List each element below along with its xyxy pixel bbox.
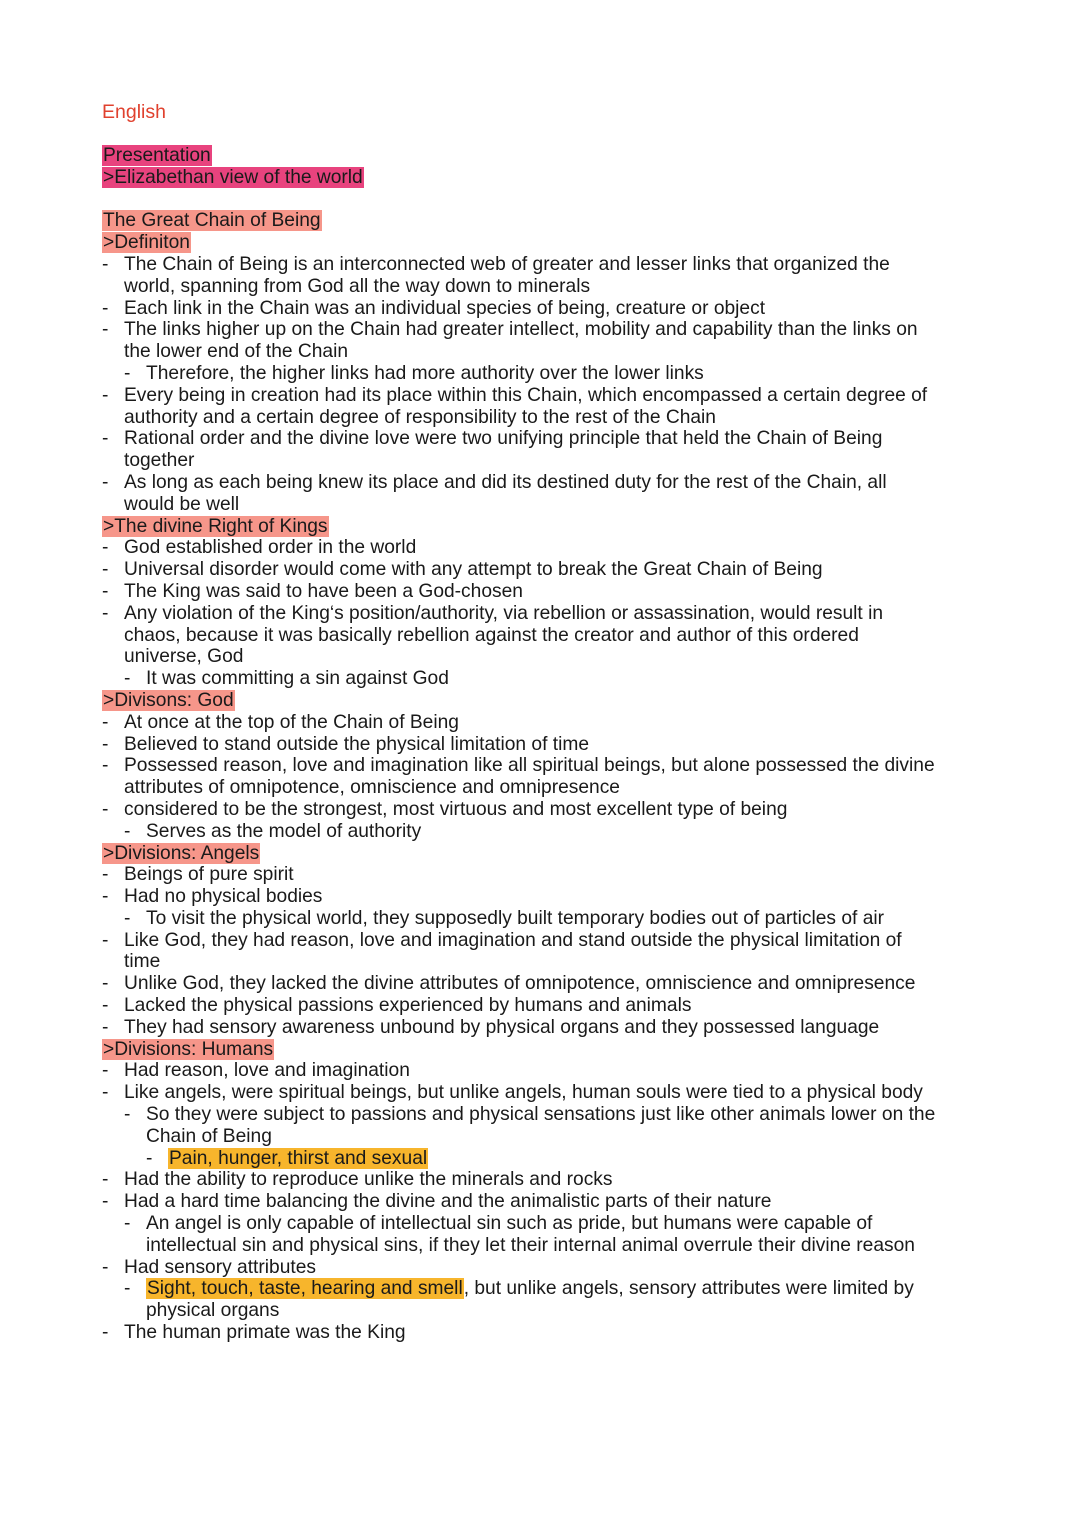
list-item: - The King was said to have been a God-chosen [102,580,523,602]
list-item: - Unlike God, they lacked the divine attributes of omnipotence, omniscience and omnipresence [102,973,916,995]
definition-heading-line [102,232,1002,254]
list-item: - Any violation of the King‘s position/authority, via rebellion or assassination, would result in chaos, because it was basically rebellion against the creator and author of this ordered universe, God [102,602,884,668]
list-item: - Had no physical bodies [102,886,323,908]
list-item: - At once at the top of the Chain of Being [102,711,459,733]
humans-heading: >Divisions: Humans [103,1038,274,1060]
angels-list [102,864,1002,1038]
list-subitem: - Serves as the model of authority [124,820,422,842]
list-subitem: - So they were subject to passions and physical sensations just like other animals lower on the Chain of Being [124,1104,936,1147]
list-item: - Lacked the physical passions experienced by humans and animals [102,995,692,1017]
list-item: - Had sensory attributes [102,1256,316,1278]
list-item: - Had reason, love and imagination [102,1060,410,1082]
angels-heading-line [102,843,1002,865]
presentation-subtitle-line [102,167,1002,189]
god-heading: >Divisons: God [103,689,234,711]
list-item: - Beings of pure spirit [102,864,294,886]
list-subitem: - Therefore, the higher links had more authority over the lower links [124,362,704,384]
presentation-subtitle: >Elizabethan view of the world [103,166,363,188]
god-list [102,712,1002,843]
angels-heading: >Divisions: Angels [103,842,260,864]
list-subsubitem: - Pain, hunger, thirst and sexual [146,1147,428,1169]
list-subitem: - It was committing a sin against God [124,668,449,690]
humans-list [102,1060,1002,1343]
list-item: - Each link in the Chain was an individual species of being, creature or object [102,297,766,319]
list-item: - considered to be the strongest, most virtuous and most excellent type of being [102,798,788,820]
section-title: The Great Chain of Being [103,210,321,232]
list-item: - Possessed reason, love and imagination like all spiritual beings, but alone possessed the divine attributes of omnipotence, omniscience and omnipresence [102,755,935,799]
presentation-label-line [102,145,1002,167]
humans-heading-line [102,1039,1002,1061]
passions-highlight: Pain, hunger, thirst and sexual [169,1147,428,1169]
list-item: - Like angels, were spiritual beings, but unlike angels, human souls were tied to a physical body [102,1082,923,1104]
divine-right-heading: >The divine Right of Kings [103,515,328,537]
list-item: - They had sensory awareness unbound by physical organs and they possessed language [102,1016,880,1038]
definition-heading: >Definiton [103,232,190,254]
divine-right-list [102,537,1002,690]
list-item: - Universal disorder would come with any attempt to break the Great Chain of Being [102,559,823,581]
notes-page [102,100,1002,1344]
list-item: - Every being in creation had its place within this Chain, which encompassed a certain degree of authority and a certain degree of responsibility to the rest of the Chain [102,384,928,428]
list-item: - The human primate was the King [102,1322,406,1344]
presentation-label: Presentation [103,145,211,166]
senses-highlight: Sight, touch, taste, hearing and smell [147,1278,463,1300]
list-item: - God established order in the world [102,537,417,559]
list-item: - The Chain of Being is an interconnected web of greater and lesser links that organized the world, spanning from God all the way down to minerals [102,253,890,297]
god-heading-line [102,690,1002,712]
subject-title: English [102,101,166,123]
list-item: - Had a hard time balancing the divine and the animalistic parts of their nature [102,1191,772,1213]
list-item: - Had the ability to reproduce unlike the minerals and rocks [102,1169,613,1191]
list-item: - The links higher up on the Chain had greater intellect, mobility and capability than the links on the lower end of the Chain [102,319,918,363]
divine-right-heading-line [102,516,1002,538]
list-subitem: - Sight, touch, taste, hearing and smell, but unlike angels, sensory attributes were limited by physical organs [124,1278,914,1322]
list-item: - Rational order and the divine love were two unifying principle that held the Chain of Being together [102,428,883,472]
list-item: - Believed to stand outside the physical limitation of time [102,733,590,755]
list-item: - Like God, they had reason, love and imagination and stand outside the physical limitation of time [102,929,902,973]
list-subitem: - To visit the physical world, they supposedly built temporary bodies out of particles of air [124,907,885,929]
section-title-line [102,210,1002,232]
list-subitem: - An angel is only capable of intellectual sin such as pride, but humans were capable of intellectual sin and physical sins, if they let their internal animal overrule their divine reason [124,1213,915,1256]
list-item: - As long as each being knew its place and did its destined duty for the rest of the Chain, all would be well [102,471,887,515]
definition-list [102,254,1002,516]
